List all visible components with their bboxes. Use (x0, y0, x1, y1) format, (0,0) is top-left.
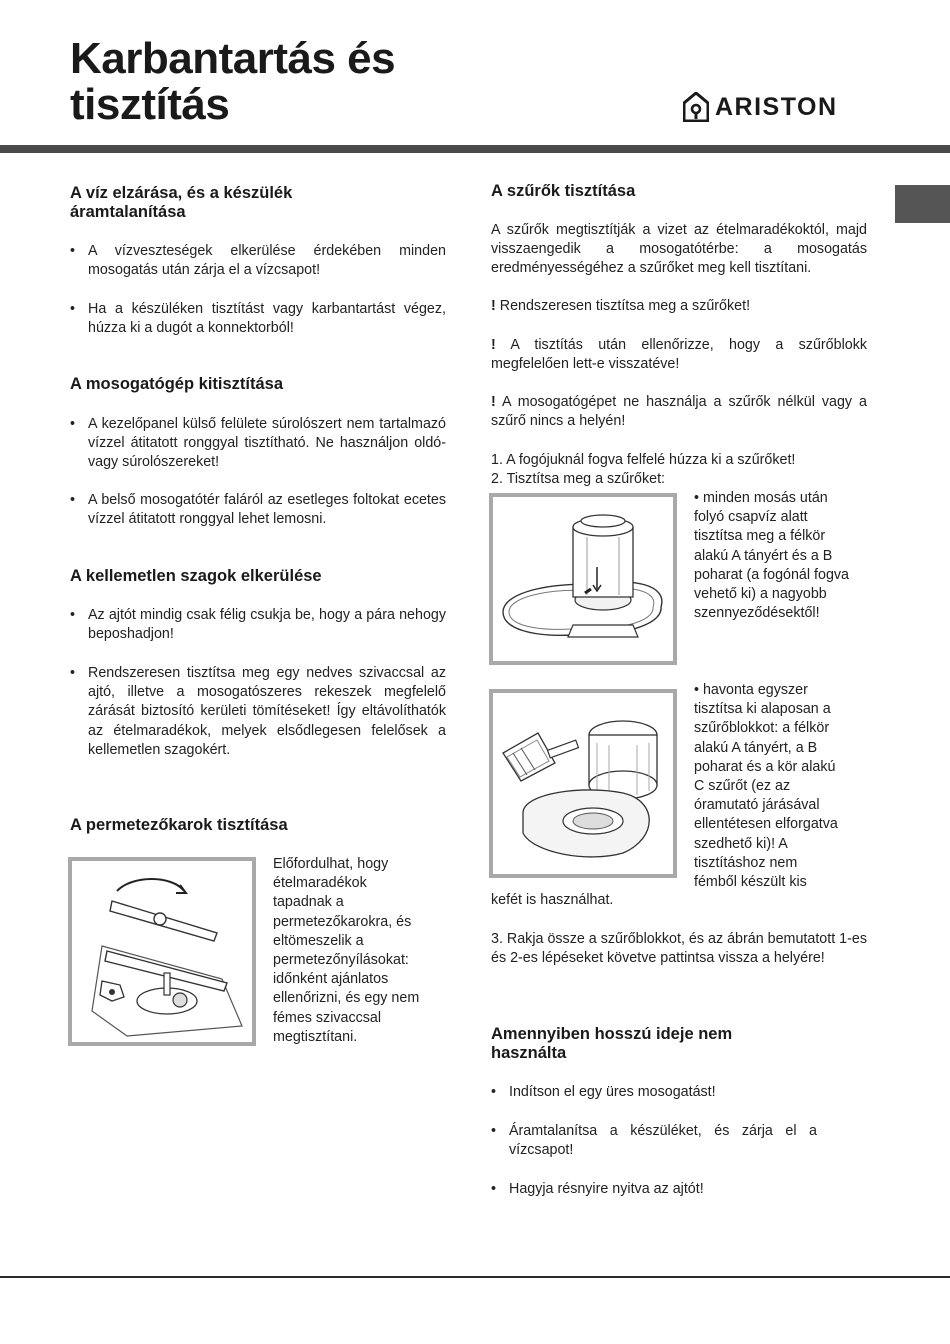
filters-intro: A szűrők megtisztítják a vizet az ételmaradékoktól, majd visszaengedik a mosogatótérbe: a mosogatás eredményességéhez a szűrőket meg kell tisztítani. (491, 222, 867, 277)
step-1: 1. A fogójuknál fogva felfelé húzza ki a szűrőket! (491, 452, 796, 468)
warning-3: ! A mosogatógépet ne használja a szűrők nélkül vagy a szűrő nincs a helyén! (491, 394, 867, 430)
section-heading-cleaning: A mosogatógép kitisztítása (70, 375, 284, 393)
spray-arm-text: Előfordulhat, hogy ételmaradékok tapadnak a permetezőkarokra, és eltömeszelik a permetezőnyílásokat: időnként ajánlatos ellenőrizni, és egy nem fémes szivaccsal megtisztítani. (273, 856, 420, 1045)
step-2: 2. Tisztítsa meg a szűrőket: (491, 471, 666, 487)
section-tab (895, 185, 950, 223)
list-item: • Az ajtót mindig csak félig csukja be, hogy a pára nehogy beposhadjon! (70, 607, 446, 643)
section-heading-filters: A szűrők tisztítása (491, 182, 636, 200)
warning-1: ! Rendszeresen tisztítsa meg a szűrőket! (491, 298, 751, 314)
section-heading-odors: A kellemetlen szagok elkerülése (70, 567, 322, 585)
list-item: • Ha a készüléken tisztítást vagy karbantartást végez, húzza ki a dugót a konnektorból! (70, 301, 446, 337)
filter-daily-text: • minden mosás után folyó csapvíz alatt tisztítsa meg a félkör alakú A tányért és a B poharat (a fogónál fogva vehető ki) a nagyobb szennyeződésektől! (694, 490, 849, 622)
page-title-line2: tisztítás (70, 80, 230, 129)
section-heading-spray-arms: A permetezőkarok tisztítása (70, 816, 288, 834)
brand-name: ARISTON (715, 92, 838, 121)
filter-cup-drawing (493, 497, 673, 661)
step-3: 3. Rakja össze a szűrőblokkot, és az ábrán bemutatott 1-es és 2-es lépéseket követve pattintsa vissza a helyére! (491, 931, 867, 967)
header-divider (0, 145, 950, 153)
list-item: • A kezelőpanel külső felülete súrolószert nem tartalmazó vízzel átitatott ronggyal tisztítható. Ne használjon oldó- vagy súrolószereket! (70, 416, 446, 471)
list-item: • A belső mosogatótér faláról az esetleges foltokat ecetes vízzel átitatott ronggyal lehet lemosni. (70, 492, 446, 528)
house-logo-icon (683, 92, 709, 122)
filter-monthly-text: • havonta egyszer tisztítsa ki alaposan a szűrőblokkot: a félkör alakú A tányért, a B poharat és a kör alakú C szűrőt (ez az óramutató járásával ellentétesen elforgatva szedhető ki)! A tisztításhoz nem fémből készült kis (694, 682, 838, 891)
spray-arm-illustration (68, 857, 256, 1046)
list-item: • Hagyja résnyire nyitva az ajtót! (491, 1181, 704, 1197)
brand-logo (683, 92, 838, 122)
list-item: • Áramtalanítsa a készüléket, és zárja el a vízcsapot! (491, 1123, 817, 1159)
section-heading-water: A víz elzárása, és a készülék áramtalanítása (70, 184, 293, 221)
section-heading-long-absence: Amennyiben hosszú ideje nem használta (491, 1025, 733, 1062)
filter-monthly-tail: kefét is használhat. (491, 892, 614, 908)
warning-2: ! A tisztítás után ellenőrizze, hogy a szűrőblokk megfelelően lett-e visszatéve! (491, 337, 867, 373)
list-item: • A vízveszteségek elkerülése érdekében minden mosogatás után zárja el a vízcsapot! (70, 243, 446, 279)
page-title-line1: Karbantartás és (70, 34, 396, 83)
filter-block-drawing (493, 693, 673, 874)
list-item: • Indítson el egy üres mosogatást! (491, 1084, 716, 1100)
list-item: • Rendszeresen tisztítsa meg egy nedves szivaccsal az ajtó, illetve a mosogatószeres rekeszek megfelelő zárását biztosító kerületi tömítéseket! Így eltávolíthatók az ételmaradékok, melyek elsődlegesen felelősek a kellemetlen szagokért. (70, 665, 446, 758)
footer-divider (0, 1276, 950, 1278)
spray-arm-drawing (72, 861, 252, 1042)
filter-cup-illustration (489, 493, 677, 665)
page-title (70, 36, 395, 128)
filter-block-illustration (489, 689, 677, 878)
